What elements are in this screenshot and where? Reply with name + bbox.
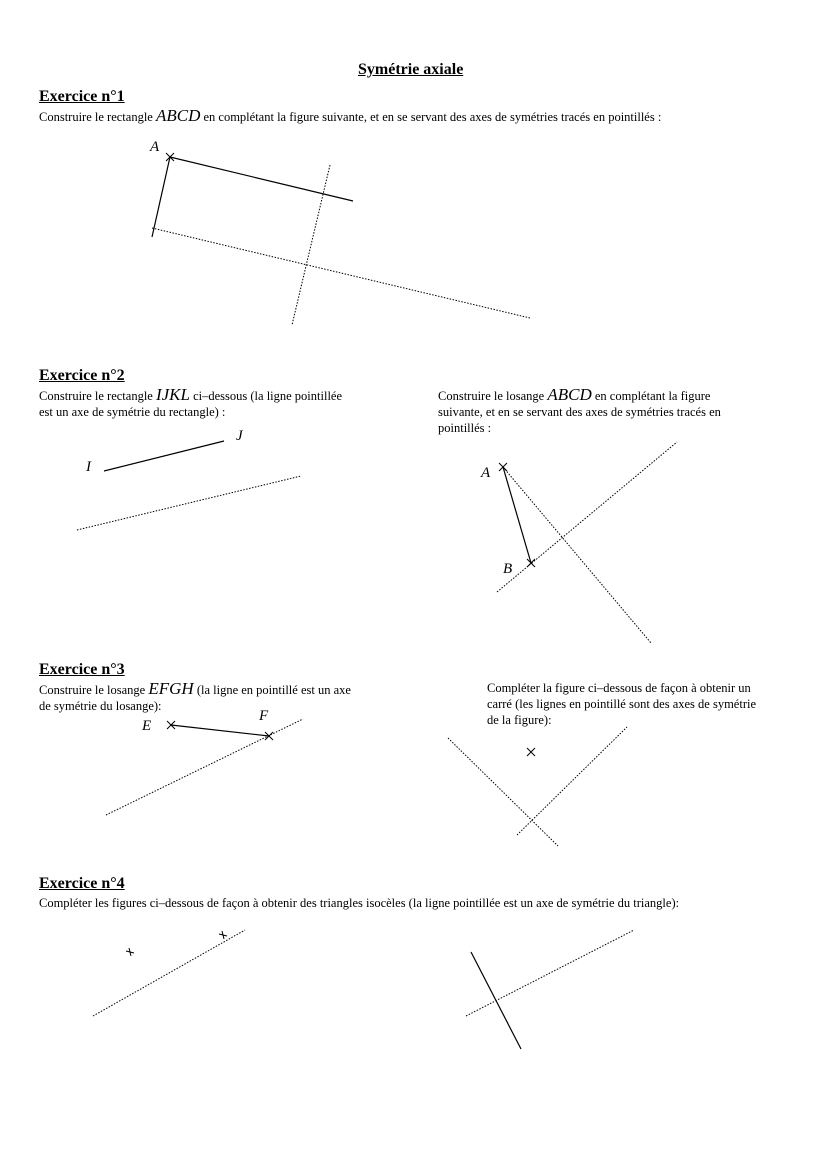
point-label-a: A: [481, 465, 491, 481]
point-cross-icon: [499, 463, 507, 471]
exercise-3b-figure: [448, 727, 627, 846]
symmetry-axis: [77, 476, 301, 530]
symmetry-axis: [503, 467, 651, 643]
point-cross-icon: [166, 153, 174, 161]
math-text: EFGH: [148, 679, 194, 698]
math-text: ABCD: [547, 385, 592, 404]
segment: [170, 157, 353, 201]
symmetry-axis: [448, 738, 558, 846]
math-text: ABCD: [155, 106, 201, 125]
exercise-2-heading: Exercice n°2: [39, 367, 125, 384]
point-label-j: J: [236, 428, 243, 444]
point-label-f: F: [259, 708, 269, 724]
exercise-3-heading: Exercice n°3: [39, 661, 125, 678]
symmetry-axis: [517, 727, 627, 835]
point-label-e: E: [142, 718, 152, 734]
text: (la ligne en pointillé est un axe: [193, 683, 351, 697]
text: Construire le losange: [39, 683, 149, 697]
symmetry-axis: [497, 442, 677, 592]
math-text: IJKL: [155, 385, 190, 404]
text: ci–dessous (la ligne pointillée: [189, 389, 343, 403]
exercise-2a-figure: [77, 441, 301, 530]
point-cross-icon: [527, 559, 535, 567]
text: suivante, et en se servant des axes de symétries tracés en: [438, 405, 721, 419]
text: Construire le rectangle: [39, 110, 156, 124]
symmetry-axis: [93, 930, 245, 1016]
text: carré (les lignes en pointillé sont des axes de symétrie: [487, 697, 757, 711]
exercise-4-instruction: Compléter les figures ci–dessous de façon à obtenir des triangles isocèles (la ligne pointillée est un axe de symétrie du triangle):: [39, 896, 680, 910]
exercise-2b-figure: [497, 442, 677, 643]
point-label-b: B: [503, 561, 513, 577]
exercise-1-heading: Exercice n°1: [39, 88, 125, 105]
point-cross-icon: [126, 948, 134, 956]
text: en complétant la figure suivante, et en se servant des axes de symétries tracés en pointillés :: [200, 110, 662, 124]
symmetry-axis: [106, 719, 303, 815]
segment: [104, 441, 224, 471]
symmetry-axis: [292, 165, 330, 325]
point-cross-icon: [219, 931, 227, 939]
text: est un axe de symétrie du rectangle) :: [39, 405, 226, 419]
text: de la figure):: [487, 713, 552, 727]
segment: [503, 467, 531, 563]
page-title: Symétrie axiale: [358, 61, 464, 78]
text: de symétrie du losange):: [39, 699, 162, 713]
exercise-4-heading: Exercice n°4: [39, 875, 125, 892]
segment: [152, 157, 170, 237]
symmetry-axis: [152, 228, 530, 318]
exercise-3a-figure: [106, 719, 303, 815]
exercise-1-figure: [152, 153, 530, 325]
symmetry-axis: [466, 930, 634, 1016]
text: en complétant la figure: [591, 389, 711, 403]
point-label-a: A: [150, 139, 160, 155]
text: Construire le rectangle: [39, 389, 156, 403]
exercise-4-figures: [93, 930, 634, 1049]
segment: [171, 725, 269, 736]
text: pointillés :: [438, 421, 492, 435]
text: Compléter la figure ci–dessous de façon à obtenir un: [487, 681, 751, 695]
point-label-i: I: [86, 459, 91, 475]
point-cross-icon: [527, 748, 535, 756]
text: Construire le losange: [438, 389, 548, 403]
